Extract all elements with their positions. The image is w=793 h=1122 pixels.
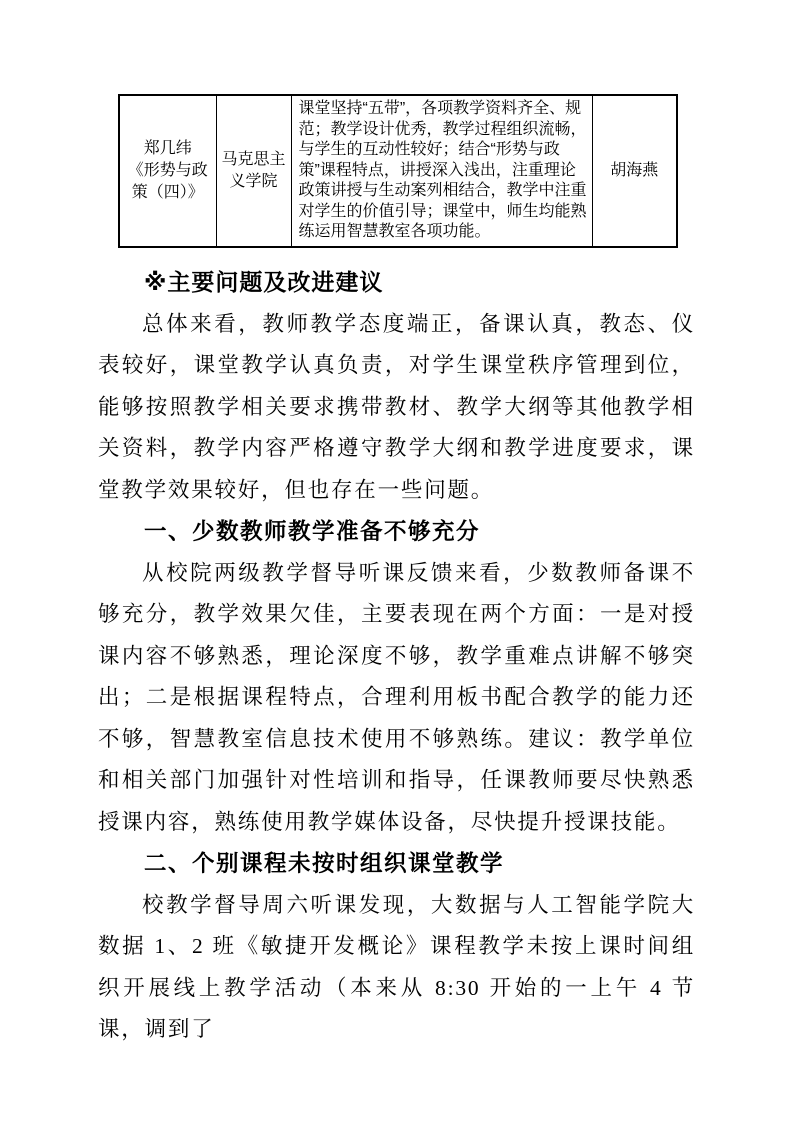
cell-evaluation: 课堂坚持“五带”，各项教学资料齐全、规范；教学设计优秀，教学过程组织流畅，与学生的互动性较好；结合“形势与政策”课程特点，讲授深入浅出，注重理论政策讲授与生动案列相结合，教学中注重对学生的价值引导；课堂中，师生均能熟练运用智慧教室各项功能。: [291, 95, 592, 247]
paragraph-issue-2: 校教学督导周六听课发现，大数据与人工智能学院大数据 1、2 班《敏捷开发概论》课程教学未按上课时间组织开展线上教学活动（本来从 8:30 开始的一上午 4 节课，调到了: [98, 892, 695, 1041]
paragraph-overview: 总体来看，教师教学态度端正，备课认真，教态、仪表较好，课堂教学认真负责，对学生课堂秩序管理到位，能够按照教学相关要求携带教材、教学大纲等其他教学相关资料，教学内容严格遵守教学大纲和教学进度要求，课堂教学效果较好，但也存在一些问题。: [98, 311, 695, 502]
cell-teacher-course: [119, 95, 216, 247]
cell-inspector: 胡海燕: [592, 95, 677, 247]
heading-issue-2: 二、个别课程未按时组织课堂教学: [144, 851, 505, 876]
section-heading-problems: ※主要问题及改进建议: [144, 269, 384, 295]
heading-issue-1: 一、少数教师教学准备不够充分: [144, 519, 481, 544]
report-body: [98, 262, 695, 1051]
course-review-table: [118, 94, 678, 248]
paragraph-issue-1: 从校院两级教学督导听课反馈来看，少数教师备课不够充分，教学效果欠佳，主要表现在两个方面：一是对授课内容不够熟悉，理论深度不够，教学重难点讲解不够突出；二是根据课程特点，合理利用板书配合教学的能力还不够，智慧教室信息技术使用不够熟练。建议：教学单位和相关部门加强针对性培训和指导，任课教师要尽快熟悉授课内容，熟练使用教学媒体设备，尽快提升授课技能。: [98, 560, 695, 834]
course-title: 《形势与政策（四）》: [127, 161, 208, 201]
cell-department: 马克思主义学院: [216, 95, 291, 247]
table-row: [119, 95, 677, 247]
teacher-name: 郑几纬: [143, 139, 192, 157]
